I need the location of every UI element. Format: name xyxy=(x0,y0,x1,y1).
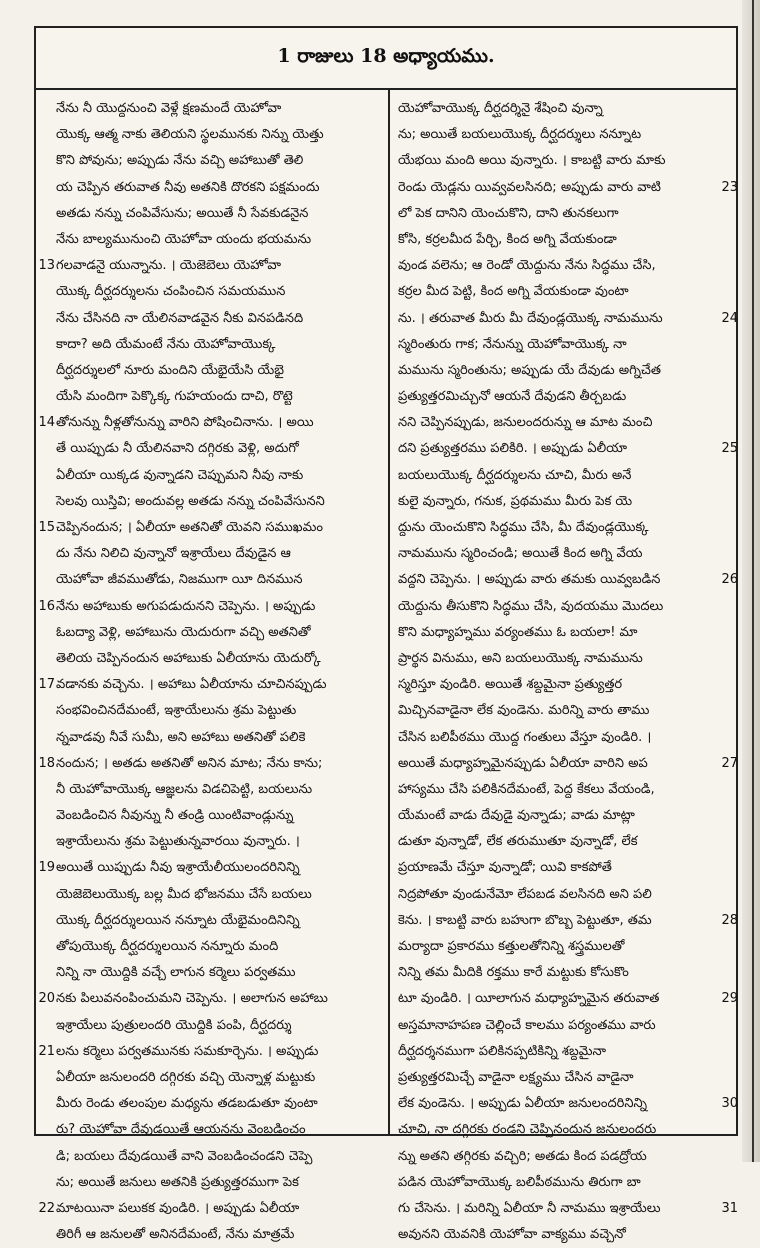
line-text: ప్రత్యుత్తరమిచ్చే వాడైనా లక్ష్యము చేసిన వాడైనా xyxy=(398,1069,634,1085)
line-text: నని చెప్పినప్పుడు, జనులందరున్ను ఆ మాట మంచి xyxy=(398,415,653,431)
line-text: నేను బాల్యమునుంచి యెహోవా యందు భయమను xyxy=(56,231,312,247)
text-line xyxy=(390,620,740,646)
text-line xyxy=(390,986,740,1012)
line-text: వద్దని చెప్పెను. । అప్పుడు వారు తమకు యివ్వబడిన xyxy=(398,572,661,588)
text-line xyxy=(390,96,740,122)
line-text: తెలియ చెప్పినందున అహాబుకు ఏలీయాను యెదుర్కో xyxy=(56,650,321,666)
line-text: రు? యెహోవా దేవుడయితే ఆయనను వెంబడించం xyxy=(56,1122,306,1138)
line-text: మాటయినా పలుకక వుండిరి. । అప్పుడు ఏలీయా xyxy=(56,1200,300,1216)
text-line xyxy=(36,1013,388,1039)
text-line xyxy=(390,908,740,934)
line-text: వుండ వలెను; ఆ రెండో యెద్దును నేను సిద్ధము చేసి, xyxy=(398,258,656,274)
line-text: ఏలీయా యిక్కడ వున్నాడని చెప్పుమని నీవు నాకు xyxy=(56,467,304,483)
line-text: ఇశ్రాయేలును శ్రమ పెట్టుతున్నవారయి వున్నారు. । xyxy=(56,834,300,850)
text-line xyxy=(390,410,740,436)
line-text: మర్యాదా ప్రకారము కత్తులతోనిన్ని శస్త్రములతో xyxy=(398,939,625,954)
text-line xyxy=(390,358,740,384)
text-line xyxy=(36,829,388,855)
right-column xyxy=(390,96,740,1248)
text-line xyxy=(390,1144,740,1170)
line-text: టూ వుండిరి. । యీలాగున మధ్యాహ్నమైన తరువాత xyxy=(398,991,660,1007)
text-line xyxy=(390,122,740,148)
text-line xyxy=(390,306,740,332)
book-page xyxy=(34,26,738,1243)
line-text: కాదా? అది యేమంటే నేను యెహోవాయొక్క xyxy=(56,336,276,352)
text-line xyxy=(390,1117,740,1143)
verse-number: 22 xyxy=(38,1200,55,1216)
text-line xyxy=(390,489,740,515)
text-line xyxy=(390,725,740,751)
line-text: వడానకు వచ్చెను. । అహాబు ఏలీయాను చూచినప్పుడు xyxy=(56,677,327,693)
text-line xyxy=(390,1013,740,1039)
line-text: నకు పిలువనంపించుమని చెప్పెను. । అలాగున అహాబు xyxy=(56,991,328,1007)
text-line xyxy=(390,698,740,724)
text-line xyxy=(390,384,740,410)
text-line xyxy=(36,463,388,489)
text-line xyxy=(36,960,388,986)
text-line xyxy=(36,253,388,279)
text-columns xyxy=(36,90,738,1243)
line-text: వెంబడించిన నీవున్ను నీ తండ్రి యింటివాండ్లున్ను xyxy=(56,808,294,824)
text-line xyxy=(36,410,388,436)
line-text: కులై వున్నారు, గనుక, ప్రథమము మీరు పెక యె xyxy=(398,493,633,509)
verse-number: 15 xyxy=(38,520,55,535)
line-text: రెండు యెడ్లను యివ్వవలసినది; అప్పుడు వారు వాటి xyxy=(398,179,661,195)
text-line xyxy=(36,725,388,751)
verse-number: 25 xyxy=(721,441,738,457)
line-text: ను; అయితే బయలుయొక్క దీర్ఘదర్శులు నన్నూట xyxy=(398,127,642,143)
line-text: నేను నీ యొద్దనుంచి వెళ్లే క్షణమందే యెహోవా xyxy=(56,101,282,116)
text-line xyxy=(390,541,740,567)
line-text: యెహోవాయొక్క దీర్ఘదర్శినై శేషించి వున్నా xyxy=(398,101,603,116)
text-line xyxy=(390,777,740,803)
text-line xyxy=(36,1170,388,1196)
line-text: ప్రత్యుత్తరమిచ్చునో ఆయనే దేవుడని తీర్చబడు xyxy=(398,389,627,405)
text-line xyxy=(390,594,740,620)
text-line xyxy=(36,620,388,646)
verse-number: 31 xyxy=(721,1200,738,1216)
verse-number: 28 xyxy=(721,912,738,928)
line-text: ప్రయాణమే చేస్తూ వున్నాడో; యివి కాకపోతే xyxy=(398,860,612,876)
text-line xyxy=(36,1039,388,1065)
text-line xyxy=(390,1222,740,1248)
line-text: ను; అయితే జనులు అతనికి ప్రత్యుత్తరముగా పెక xyxy=(56,1174,299,1190)
verse-number: 21 xyxy=(38,1043,55,1059)
text-line xyxy=(390,148,740,174)
line-text: కోసి, కర్రలమీద పేర్చి, కింద అగ్ని వేయకుండా xyxy=(398,231,617,247)
text-line xyxy=(390,882,740,908)
line-text: తోపుయొక్క దీర్ఘదర్శులయిన నన్నూరు మంది xyxy=(56,939,279,954)
text-line xyxy=(390,279,740,305)
verse-number: 30 xyxy=(721,1096,738,1112)
text-line xyxy=(36,672,388,698)
page-title: 1 రాజులు 18 అధ్యాయము. xyxy=(36,28,736,90)
line-text: అస్తమానాహపణ చెల్లించే కాలము పర్యంతము వారు xyxy=(398,1017,656,1033)
text-line xyxy=(36,122,388,148)
text-line xyxy=(36,515,388,541)
line-text: కొని పోవును; అప్పుడు నేను వచ్చి అహాబుతో తెలి xyxy=(56,153,304,169)
text-line xyxy=(36,384,388,410)
line-text: డి; బయలు దేవుడయితే వాని వెంబడించండని చెప్పె xyxy=(56,1148,313,1164)
text-line xyxy=(36,777,388,803)
text-line xyxy=(36,175,388,201)
text-line xyxy=(390,175,740,201)
text-line xyxy=(36,1222,388,1248)
text-line xyxy=(36,541,388,567)
line-text: కొని మధ్యాహ్నము వర్యంతము ఓ బయలా! మా xyxy=(398,624,638,640)
text-line xyxy=(390,803,740,829)
text-line xyxy=(390,829,740,855)
line-text: నీ యెహోవాయొక్క ఆజ్ఞలను విడచిపెట్టి, బయలును xyxy=(56,781,313,797)
line-text: లను కర్మెలు పర్వతమునకు సమకూర్చెను. । అప్పుడు xyxy=(56,1043,319,1059)
line-text: ఏలీయా జనులందరి దగ్గిరకు వచ్చి యెన్నాళ్ల మట్టుకు xyxy=(56,1069,316,1085)
line-text: దని ప్రత్యుత్తరము పలికిరి. । అప్పుడు ఏలీయా xyxy=(398,441,628,457)
line-text: చేసిన బలిపీఠము యొద్ద గంతులు వేస్తూ వుండిరి. । xyxy=(398,729,652,745)
verse-number: 23 xyxy=(721,179,738,195)
verse-number: 26 xyxy=(721,572,738,588)
text-line xyxy=(390,1170,740,1196)
line-text: యెద్దును తీసుకొని సిద్ధము చేసి, వుదయము మొదలు xyxy=(398,598,664,614)
line-text: నిద్రపోతూ వుండునేమో లేపబడ వలసినది అని పలి xyxy=(398,886,652,902)
line-text: స్మరింతురు గాక; నేనున్ను యెహోవాయొక్క నా xyxy=(398,336,627,352)
line-text: యేభయి మంది అయి వున్నారు. । కాబట్టి వారు మాకు xyxy=(398,153,666,169)
line-text: సెలవు యిస్తివి; అందువల్ల అతడు నన్ను చంపివేసునని xyxy=(56,493,325,509)
text-line xyxy=(36,646,388,672)
edge-rule xyxy=(752,0,754,1162)
text-line xyxy=(390,332,740,358)
line-text: అతడు నన్ను చంపివేసును; అయితే నీ సేవకుడనైన xyxy=(56,205,309,221)
line-text: గలవాడనై యున్నాను. । యెజెబెలు యెహోవా xyxy=(56,258,281,274)
line-text: సంభవించినదేమంటే, ఇశ్రాయేలును శ్రమ పెట్టుతు xyxy=(56,703,297,719)
line-text: తోనున్ను నీళ్లతోనున్ను వారిని పోషించినాను. । అయి xyxy=(56,415,314,431)
line-text: యెహోవా జీవముతోడు, నిజముగా యీ దినమున xyxy=(56,572,303,588)
verse-number: 24 xyxy=(721,310,738,326)
left-column xyxy=(36,96,388,1248)
line-text: పడిన యెహోవాయొక్క బలిపీఠమును తిరుగా బా xyxy=(398,1174,641,1190)
text-line xyxy=(36,148,388,174)
line-text: యొక్క దీర్ఘదర్శులయిన నన్నూట యేభైమందినిన్ని xyxy=(56,912,300,928)
text-line xyxy=(390,855,740,881)
text-line xyxy=(36,698,388,724)
text-line xyxy=(390,253,740,279)
text-line xyxy=(36,489,388,515)
text-line xyxy=(390,201,740,227)
text-line xyxy=(36,1196,388,1222)
text-line xyxy=(36,803,388,829)
line-text: ను. । తరువాత మీరు మీ దేవుండ్లయొక్క నామమును xyxy=(398,310,663,326)
text-line xyxy=(390,227,740,253)
line-text: యొక్క ఆత్మ నాకు తెలియని స్థలమునకు నిన్ను యెత్తు xyxy=(56,127,324,143)
line-text: బయలుయొక్క దీర్ఘదర్శులను చూచి, మీరు అనే xyxy=(398,467,632,483)
line-text: ద్దును యెంచుకొని సిద్ధము చేసి, మీ దేవుండ్లయొక్క xyxy=(398,520,649,535)
line-text: యెజెబెలుయొక్క బల్ల మీద భోజనము చేసే బయలు xyxy=(56,886,312,902)
text-line xyxy=(390,1065,740,1091)
text-line xyxy=(36,201,388,227)
line-text: మిచ్చినవాడైనా లేక వుండెను. మరిన్ని వారు తాము xyxy=(398,703,650,719)
text-line xyxy=(390,515,740,541)
text-line xyxy=(390,436,740,462)
text-line xyxy=(36,908,388,934)
text-line xyxy=(390,934,740,960)
text-line xyxy=(390,960,740,986)
verse-number: 17 xyxy=(38,677,55,693)
line-text: గు చేసెను. । మరిన్ని ఏలీయా నీ నామము ఇశ్రాయేలు xyxy=(398,1200,661,1216)
line-text: యేసి మందిగా పెక్కొక్క గుహయందు దాచి, రొట్టె xyxy=(56,389,293,405)
verse-number: 14 xyxy=(38,415,55,431)
line-text: తే యిప్పుడు నీ యేలినవాని దగ్గిరకు వెళ్లి, అదుగో xyxy=(56,441,299,457)
text-line xyxy=(390,751,740,777)
line-text: ప్రార్థన వినుము, అని బయలుయొక్క నామమును xyxy=(398,650,643,666)
text-line xyxy=(36,436,388,462)
line-text: హాస్యము చేసి పలికినదేమంటే, పెద్ద కేకలు వేయండి, xyxy=(398,781,655,797)
line-text: డుతూ వున్నాడో, లేక తరుముతూ వున్నాడో, లేక xyxy=(398,834,638,850)
text-line xyxy=(36,934,388,960)
line-text: అవునని యెవనికి యెహోవా వాక్యము వచ్చెనో xyxy=(398,1227,626,1243)
line-text: యేమంటే వాడు దేవుడై వున్నాడు; వాడు మాట్లా xyxy=(398,808,635,824)
text-line xyxy=(390,567,740,593)
verse-number: 29 xyxy=(721,991,738,1007)
line-text: కెను. । కాబట్టి వారు బహుగా బొబ్బ పెట్టుతూ, తమ xyxy=(398,912,652,928)
verse-number: 16 xyxy=(38,598,55,614)
text-line xyxy=(390,1091,740,1117)
text-line xyxy=(390,646,740,672)
line-text: ఓబద్యా వెళ్లి, అహాబును యెదురుగా వచ్చి అతనితో xyxy=(56,624,311,640)
line-text: నిన్ని నా యొద్దికి వచ్చే లాగున కర్మెలు పర్వతము xyxy=(56,965,296,981)
line-text: చూచి, నా దగ్గిరకు రండని చెప్పినందున జనులందరు xyxy=(398,1122,657,1138)
line-text: దు నేను నిలిచి వున్నానో ఇశ్రాయేలు దేవుడైన ఆ xyxy=(56,546,291,562)
text-line xyxy=(36,332,388,358)
text-line xyxy=(36,306,388,332)
line-text: లో పెక దానిని యెంచుకొని, దాని తునకలుగా xyxy=(398,205,619,221)
text-line xyxy=(36,1091,388,1117)
line-text: నేను చేసినది నా యేలినవాడవైన నీకు వినపడినది xyxy=(56,310,304,326)
line-text: నందున; । అతడు అతనితో అనిన మాట; నేను కాను; xyxy=(56,755,323,771)
text-line xyxy=(390,1039,740,1065)
text-line xyxy=(36,227,388,253)
line-text: లేక వుండెను. । అప్పుడు ఏలీయా జనులందరినిన్ని xyxy=(398,1096,648,1112)
verse-number: 20 xyxy=(38,991,55,1007)
line-text: అయితే మధ్యాహ్నమైనప్పుడు ఏలీయా వారిని అప xyxy=(398,755,648,771)
text-line xyxy=(36,594,388,620)
line-text: ఇశ్రాయేలు పుత్రులందరి యొద్దికి పంపి, దీర్ఘదర్శు xyxy=(56,1017,292,1033)
line-text: నిన్ని తమ మీదికి రక్తము కారే మట్టుకు కోసుకొం xyxy=(398,965,629,981)
line-text: కర్రల మీద పెట్టి, కింద అగ్ని వేయకుండా వుంటా xyxy=(398,284,629,300)
line-text: యొక్క దీర్ఘదర్శులను చంపించిన సమయమున xyxy=(56,284,286,300)
line-text: య చెప్పిన తరువాత నీవు అతనికి దొరకని పక్షమందు xyxy=(56,179,320,195)
text-line xyxy=(36,358,388,384)
line-text: దీర్ఘదర్శనముగా పలికినప్పటికిన్ని శబ్దమైనా xyxy=(398,1043,607,1059)
text-line xyxy=(390,463,740,489)
text-line xyxy=(390,672,740,698)
line-text: దీర్ఘదర్శులలో నూరు మందిని యేభైయేసి యేభై xyxy=(56,362,285,378)
line-text: స్మరిస్తూ వుండిరి. అయితే శబ్దమైనా ప్రత్యుత్తర xyxy=(398,677,623,693)
verse-number: 18 xyxy=(38,755,55,771)
page-edge xyxy=(742,0,760,1162)
verse-number: 27 xyxy=(721,755,738,771)
text-line xyxy=(36,1117,388,1143)
text-line xyxy=(36,882,388,908)
verse-number: 19 xyxy=(38,860,55,876)
line-text: నామమును స్మరించండి; అయితే కింద అగ్ని వేయ xyxy=(398,546,643,562)
line-text: మీరు రెండు తలంపుల మధ్యను తడబడుతూ వుంటా xyxy=(56,1096,318,1112)
text-line xyxy=(36,567,388,593)
text-line xyxy=(36,1144,388,1170)
text-line xyxy=(36,1065,388,1091)
line-text: న్ను అతని తగ్గిరకు వచ్చిరి; అతడు కింద పడద్రోయ xyxy=(398,1148,647,1164)
line-text: అయితే యిప్పుడు నీవు ఇశ్రాయేలీయులందరినిన్ని xyxy=(56,860,300,876)
line-text: మమును స్మరింతును; అప్పుడు యే దేవుడు అగ్నిచేత xyxy=(398,362,662,378)
text-line xyxy=(36,986,388,1012)
text-line xyxy=(36,855,388,881)
text-line xyxy=(390,1196,740,1222)
line-text: న్నవాడవు నీవే సుమీ, అని అహాబు అతనితో పలికె xyxy=(56,729,306,745)
line-text: నేను అహాబుకు అగుపడుదునని చెప్పెను. । అప్పుడు xyxy=(56,598,316,614)
line-text: చెప్పినందున; । ఏలీయా అతనితో యెవని సముఖమం xyxy=(56,520,323,535)
text-line xyxy=(36,751,388,777)
verse-number: 13 xyxy=(38,258,55,274)
line-text: తిరిగీ ఆ జనులతో అనినదేమంటే, నేను మాత్రమే xyxy=(56,1227,295,1243)
text-line xyxy=(36,279,388,305)
text-line xyxy=(36,96,388,122)
